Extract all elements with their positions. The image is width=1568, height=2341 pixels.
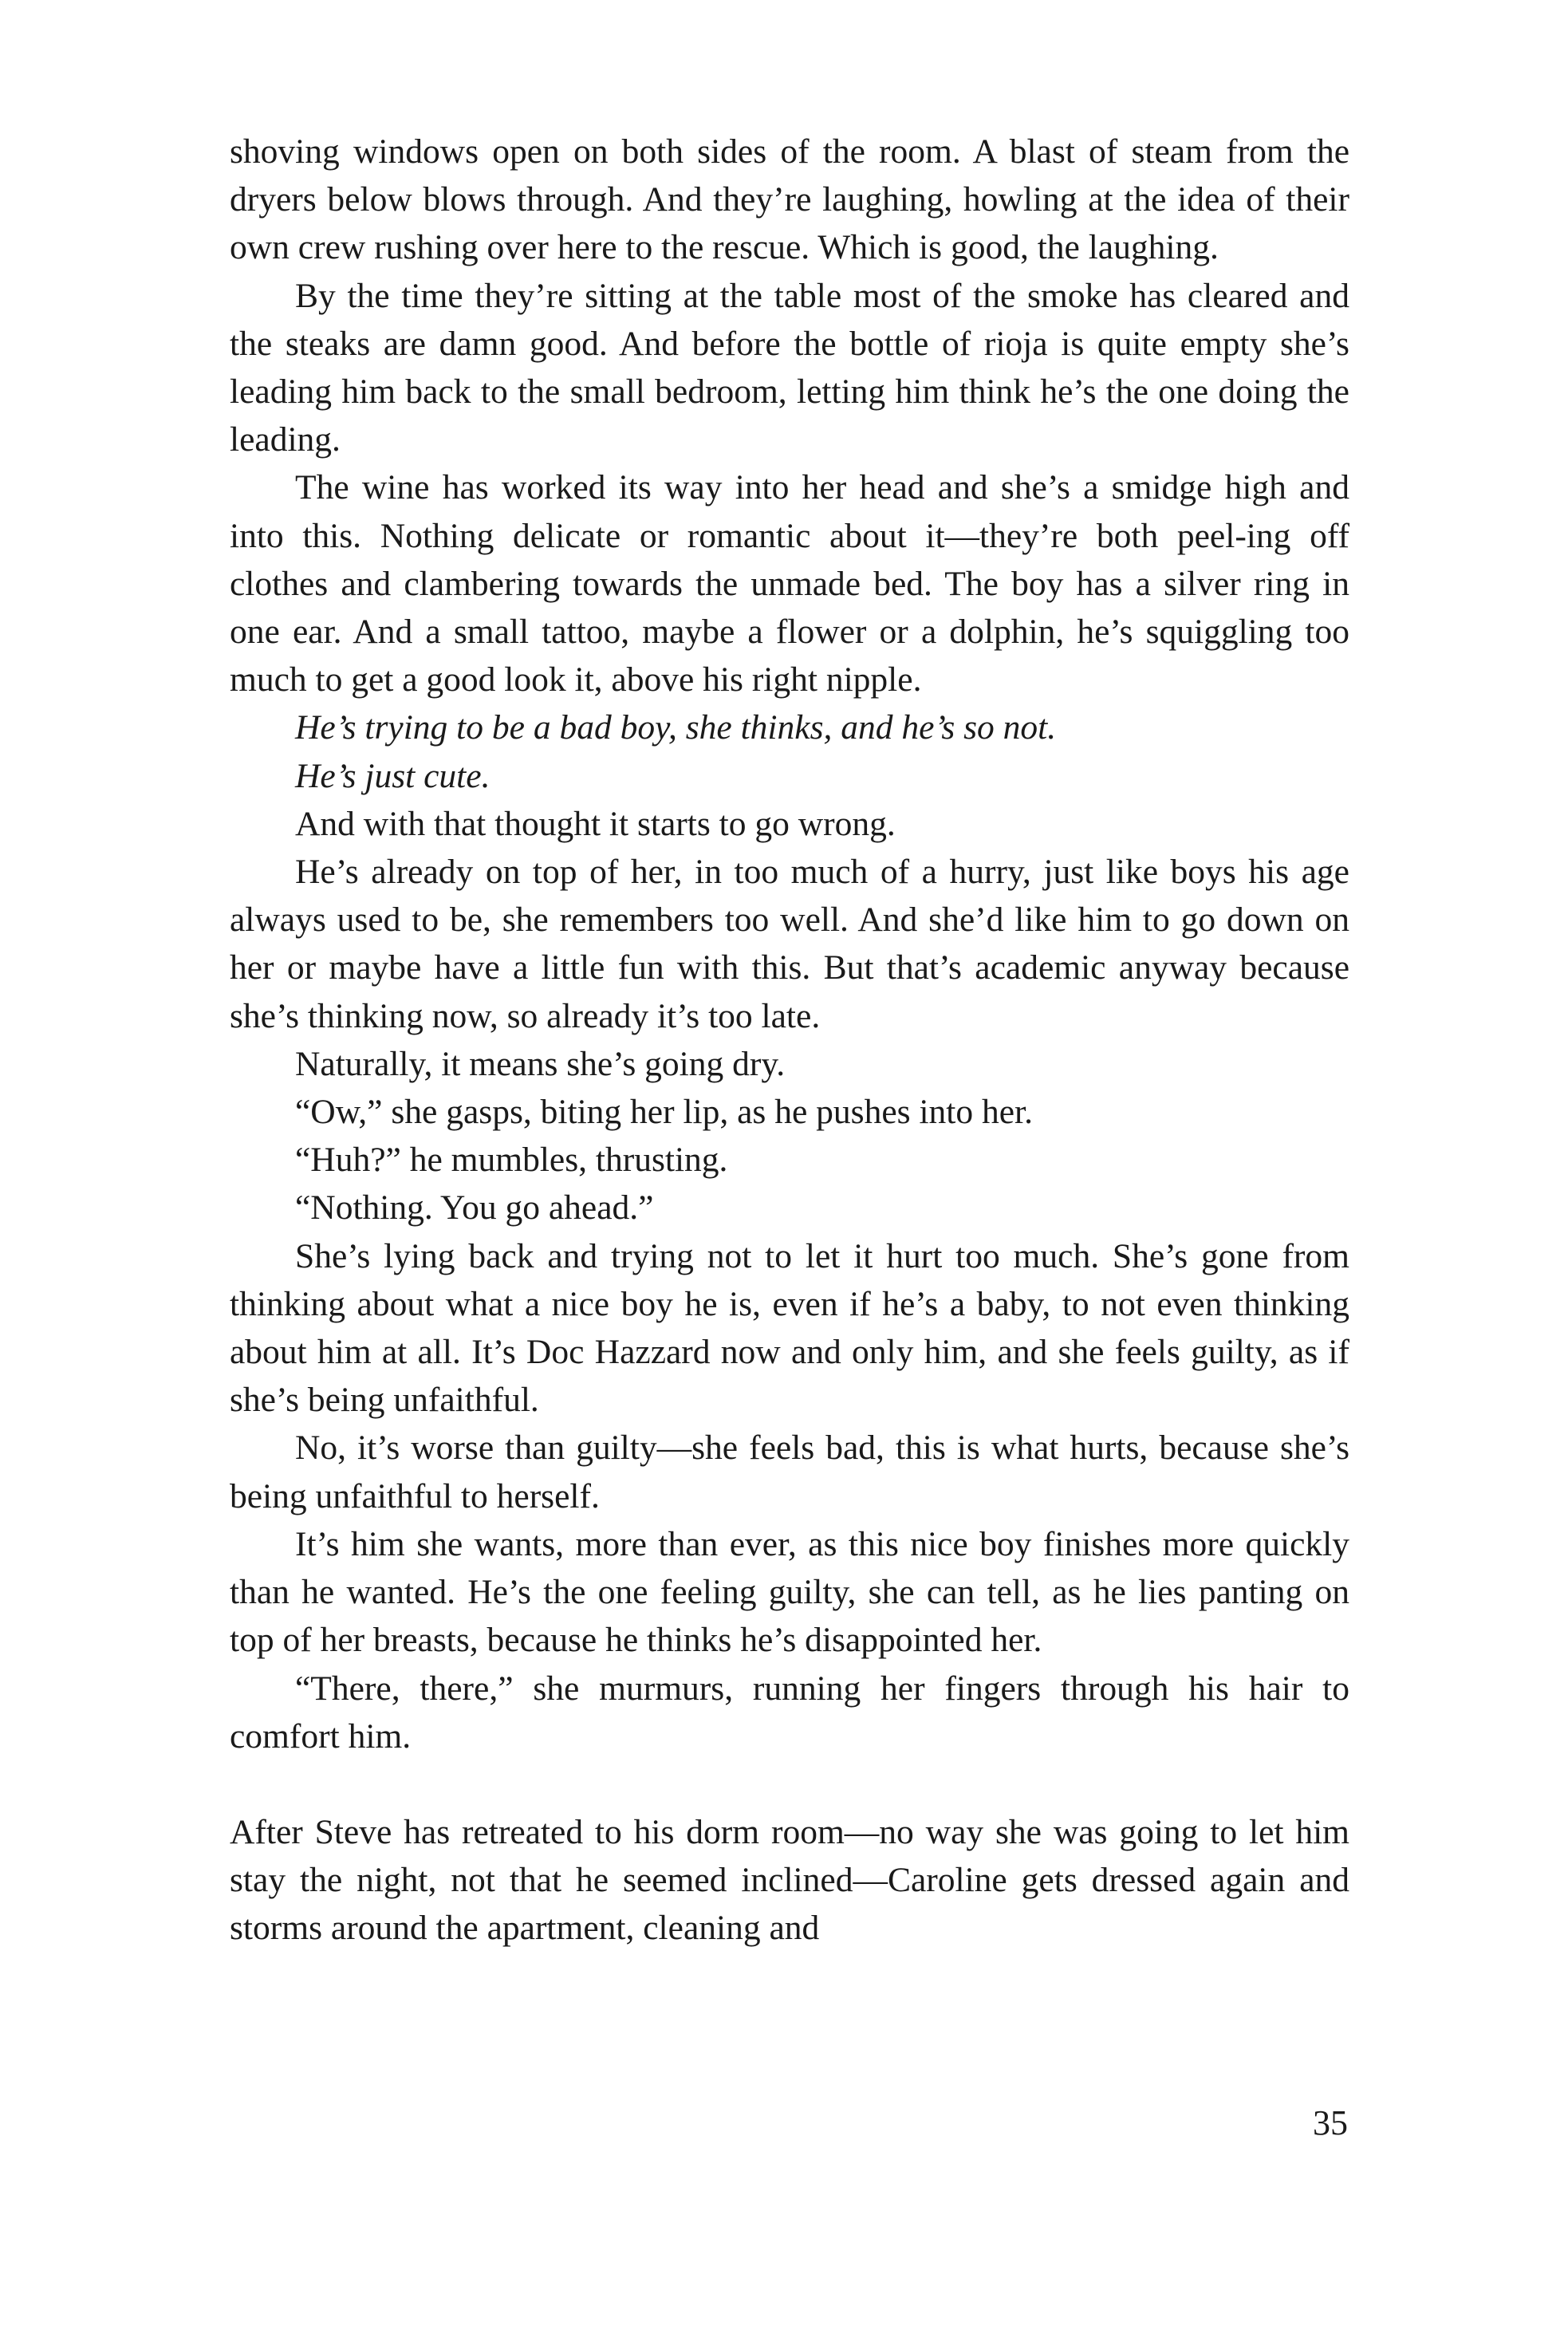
paragraph-italic: He’s just cute. [295, 756, 490, 795]
body-text [230, 128, 1349, 1953]
paragraph: shoving windows open on both sides of the room. A blast of steam from the dryers below blows through. And they’re laughing, howling at the idea of their own crew rushing over here to the rescue. Which is good, the laughing. [230, 132, 1349, 267]
paragraph: It’s him she wants, more than ever, as this nice boy finishes more quickly than he wanted. He’s the one feeling guilty, she can tell, as he lies panting on top of her breasts, because he thinks he’s disappointed her. [230, 1524, 1349, 1660]
paragraph: “Nothing. You go ahead.” [295, 1188, 654, 1228]
paragraph: No, it’s worse than guilty—she feels bad, this is what hurts, because she’s being unfaithful to herself. [230, 1429, 1349, 1515]
paragraph: By the time they’re sitting at the table most of the smoke has cleared and the steaks are damn good. And before the bottle of rioja is quite empty she’s leading him back to the small bedroom, letting him think he’s the one doing the leading. [230, 276, 1349, 459]
paragraph: “Ow,” she gasps, biting her lip, as he pushes into her. [295, 1093, 1034, 1132]
paragraph-section-start: After Steve has retreated to his dorm room—no way she was going to let him stay the night, not that he seemed inclined—Caroline gets dressed again and storms around the apartment, cleaning and [230, 1812, 1349, 1948]
paragraph: He’s already on top of her, in too much of a hurry, just like boys his age always used to be, she remembers too well. And she’d like him to go down on her or maybe have a little fun with this. But that’s academic anyway because she’s thinking now, so already it’s too late. [230, 853, 1349, 1035]
paragraph: “There, there,” she murmurs, running her fingers through his hair to comfort him. [230, 1669, 1349, 1756]
paragraph: “Huh?” he mumbles, thrusting. [295, 1141, 728, 1180]
paragraph: Naturally, it means she’s going dry. [295, 1044, 786, 1083]
paragraph: The wine has worked its way into her head and she’s a smidge high and into this. Nothing delicate or romantic about it—they’re both peel-ing off clothes and clambering towards the unmade bed. The boy has a silver ring in one ear. And a small tattoo, maybe a flower or a dolphin, he’s squiggling too much to get a good look it, above his right nipple. [230, 468, 1349, 700]
paragraph-italic: He’s trying to be a bad boy, she thinks, and he’s so not. [295, 708, 1057, 747]
paragraph: She’s lying back and trying not to let it hurt too much. She’s gone from thinking about what a nice boy he is, even if he’s a baby, to not even thinking about him at all. It’s Doc Hazzard now and only him, and she feels guilty, as if she’s being unfaithful. [230, 1236, 1349, 1420]
page-number: 35 [1313, 2103, 1348, 2142]
paragraph: And with that thought it starts to go wrong. [295, 804, 896, 843]
